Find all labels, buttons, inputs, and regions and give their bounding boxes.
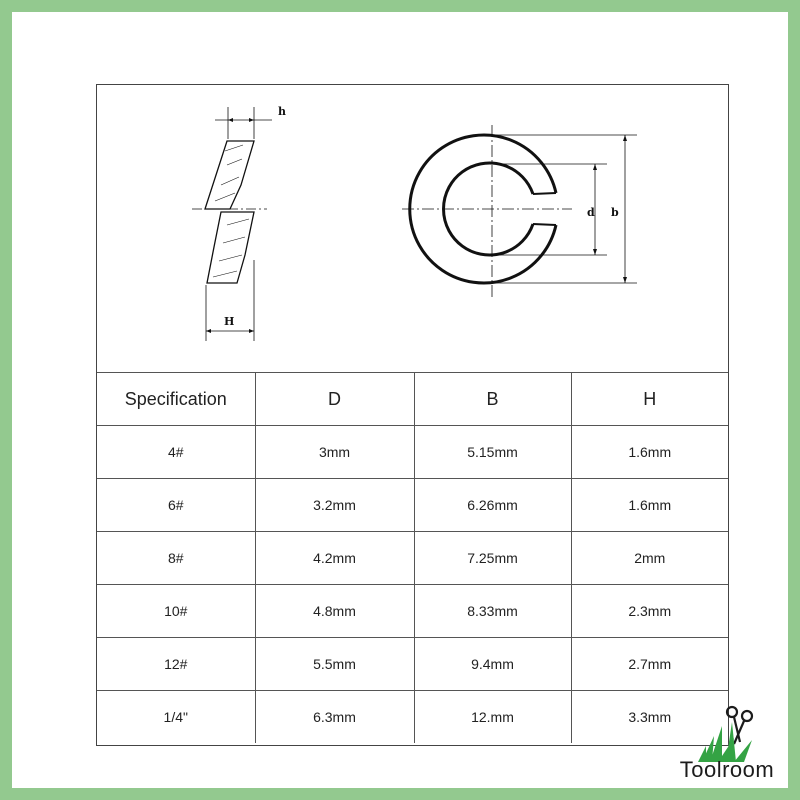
cell-b: 8.33mm — [414, 585, 571, 638]
spec-table — [97, 372, 728, 743]
b-label: b — [611, 206, 619, 219]
cell-d: 4.2mm — [255, 532, 414, 585]
cell-b: 9.4mm — [414, 638, 571, 691]
header-h: H — [571, 373, 728, 426]
table-row — [97, 479, 728, 532]
cell-d: 5.5mm — [255, 638, 414, 691]
cell-b: 5.15mm — [414, 426, 571, 479]
cell-h: 1.6mm — [571, 479, 728, 532]
header-b: B — [414, 373, 571, 426]
table-row — [97, 532, 728, 585]
d-label: d — [587, 206, 595, 219]
page-canvas — [12, 12, 788, 788]
cell-d: 3.2mm — [255, 479, 414, 532]
cell-d: 6.3mm — [255, 691, 414, 744]
cell-h: 2mm — [571, 532, 728, 585]
cell-h: 2.3mm — [571, 585, 728, 638]
cell-spec: 12# — [97, 638, 255, 691]
washer-diagram — [97, 85, 730, 372]
brand-name: Toolroom — [679, 757, 775, 782]
spec-sheet — [96, 84, 729, 746]
H-label: H — [224, 315, 235, 328]
cell-b: 7.25mm — [414, 532, 571, 585]
table-row — [97, 691, 728, 744]
header-specification: Specification — [97, 373, 255, 426]
cell-b: 6.26mm — [414, 479, 571, 532]
toolroom-logo — [662, 700, 800, 795]
cell-spec: 1/4" — [97, 691, 255, 744]
washer-top-view — [402, 125, 637, 297]
cell-h: 2.7mm — [571, 638, 728, 691]
cell-b: 12.mm — [414, 691, 571, 744]
table-row — [97, 638, 728, 691]
cell-spec: 6# — [97, 479, 255, 532]
cell-spec: 4# — [97, 426, 255, 479]
table-row — [97, 426, 728, 479]
washer-side-view — [192, 107, 272, 341]
cell-d: 4.8mm — [255, 585, 414, 638]
cell-d: 3mm — [255, 426, 414, 479]
table-header-row — [97, 373, 728, 426]
cell-h: 1.6mm — [571, 426, 728, 479]
cell-spec: 10# — [97, 585, 255, 638]
table-row — [97, 585, 728, 638]
header-d: D — [255, 373, 414, 426]
cell-spec: 8# — [97, 532, 255, 585]
h-label: h — [278, 105, 286, 118]
cell-h: 3.3mm — [571, 691, 728, 744]
